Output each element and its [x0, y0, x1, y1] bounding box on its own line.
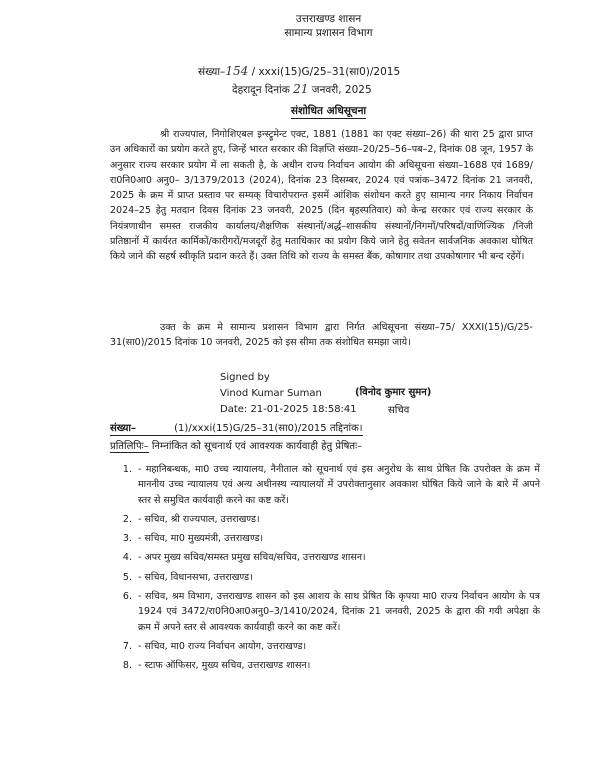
department-name: सामान्य प्रशासन विभाग [284, 27, 373, 39]
amendment-paragraph [110, 320, 533, 351]
govt-name: उत्तराखण्ड शासन [295, 13, 362, 25]
list-item: 6. - सचिव, श्रम विभाग, उत्तराखण्ड शासन को इस आशय के साथ प्रेषित कि कृपया मा0 राज्य निर्वाचन आयोग के पत्र 1924 एवं 3472/रा0नि0आ0अनु0–3/1410/2024, दिनांक 21 जनवरी, 2025 के द्वारा की गयी अपेक्षा के क्रम में अपने स्तर से आवश्यक कार्यवाही करने का कष्ट करें। [122, 591, 540, 633]
list-item: 8. - स्टाफ ऑफिसर, मुख्य सचिव, उत्तराखण्ड शासन। [122, 660, 311, 672]
recipient-list [110, 462, 540, 678]
order-number [198, 64, 400, 79]
copy-to-line [110, 438, 362, 452]
signer-name-en: Vinod Kumar Suman [220, 388, 322, 399]
list-item: 7. - सचिव, मा0 राज्य निर्वाचन आयोग, उत्तराखण्ड। [122, 640, 307, 652]
list-item: 1. - महानिबन्धक, मा0 उच्च न्यायालय, नैनीताल को सूचनार्थ एवं इस अनुरोध के साथ प्रेषित कि उपरोक्त के क्रम में माननीय उच्च न्यायालय एवं अन्य अधीनस्थ न्यायालयों में उपरोक्तानुसार अवकाश घोषित किये जाने के बारे में अपने स्तर से समुचित कार्यवाही करने का कष्ट करें। [122, 464, 540, 506]
order-date [232, 82, 372, 97]
signature-date: Date: 21-01-2025 18:58:41 [220, 404, 357, 415]
list-item: 5. - सचिव, विधानसभा, उत्तराखण्ड। [122, 571, 253, 583]
digital-signature [220, 370, 357, 418]
date-suffix: जनवरी, 2025 [311, 84, 372, 96]
reference-number [110, 420, 533, 434]
copy-text: निम्नांकित को सूचनार्थ एवं आवश्यक कार्यवाही हेतु प्रेषितः– [151, 441, 363, 452]
reference-value: (1)/xxxi(15)G/25–31(सा0)/2015 तद्दिनांक। [174, 423, 363, 434]
notification-title: संशोधित अधिसूचना [290, 105, 367, 117]
reference-label: संख्या– [110, 423, 136, 434]
copy-label: प्रतिलिपिः– [110, 441, 149, 452]
signer-designation: सचिव [388, 405, 410, 416]
handwritten-date: 21 [293, 82, 309, 96]
list-item: 3. - सचिव, मा0 मुख्यमंत्री, उत्तराखण्ड। [122, 533, 264, 545]
handwritten-number: 154 [225, 64, 249, 78]
main-paragraph [110, 127, 533, 265]
date-prefix: देहरादून दिनांक [232, 84, 290, 96]
number-suffix: / xxxi(15)G/25–31(सा0)/2015 [251, 66, 401, 78]
signed-by-label: Signed by [220, 372, 270, 383]
number-prefix: संख्या– [198, 66, 226, 78]
paragraph-text: उक्त के क्रम मे सामान्य प्रशासन विभाग द्वारा निर्गत अधिसूचना संख्या–75/ XXXI(15)/G/25-31(सा0)/2015 दिनांक 10 जनवरी, 2025 को इस सीमा तक संशोधित समझा जाये। [110, 322, 533, 349]
list-item: 4. - अपर मुख्य सचिव/समस्त प्रमुख सचिव/सचिव, उत्तराखण्ड शासन। [122, 552, 366, 564]
document-header [0, 12, 597, 40]
paragraph-text: श्री राज्यपाल, निगोशिएबल इन्स्ट्रूमेन्ट एक्ट, 1881 (1881 का एक्ट संख्या–26) की धारा 25 द्वारा प्राप्त उन अधिकारों का प्रयोग करते हुए, जिन्हें भारत सरकार की विज्ञप्ति संख्या–20/25–56–पब–2, दिनांक 08 जून, 1957 के अनुसार राज्य सरकार प्रयोग में ला सकती है, के अधीन राज्य निर्वाचन आयोग की अधिसूचना संख्या–1688 एवं 1689/रा0नि0आ0 अनु0– 3/1379/2013 (2024), दिनांक 23 दिसम्बर, 2024 एवं पत्रांक–3472 दिनांक 21 जनवरी, 2025 के क्रम में प्राप्त प्रस्ताव पर सम्यक् विचारोपरान्त इसमें आंशिक संशोधन करते हुए सामान्य नगर निकाय निर्वाचन 2024–25 हेतु मतदान दिवस दिनांक 23 जनवरी, 2025 (दिन बृहस्पतिवार) को केन्द्र सरकार एवं राज्य सरकार के नियंत्रणाधीन समस्त राजकीय कार्यालय/शैक्षणिक संस्थानों/अर्द्ध–शासकीय संस्थानों/निगमों/परिषदों/वाणिज्यिक /निजी प्रतिष्ठानों में कार्यरत कार्मिकों/कारीगरों/मजदूरों हेतु मताधिकार का प्रयोग किये जाने हेतु सवेतन सार्वजनिक अवकाश घोषित किये जाने की सहर्ष स्वीकृति प्रदान करते हैं। उक्त तिथि को राज्य के समस्त बैंक, कोषागार तथा उपकोषागार भी बन्द रहेंगें। [110, 129, 533, 263]
list-item: 2. - सचिव, श्री राज्यपाल, उत्तराखण्ड। [122, 513, 260, 525]
signer-name-hi: (विनोद कुमार सुमन) [355, 387, 432, 398]
